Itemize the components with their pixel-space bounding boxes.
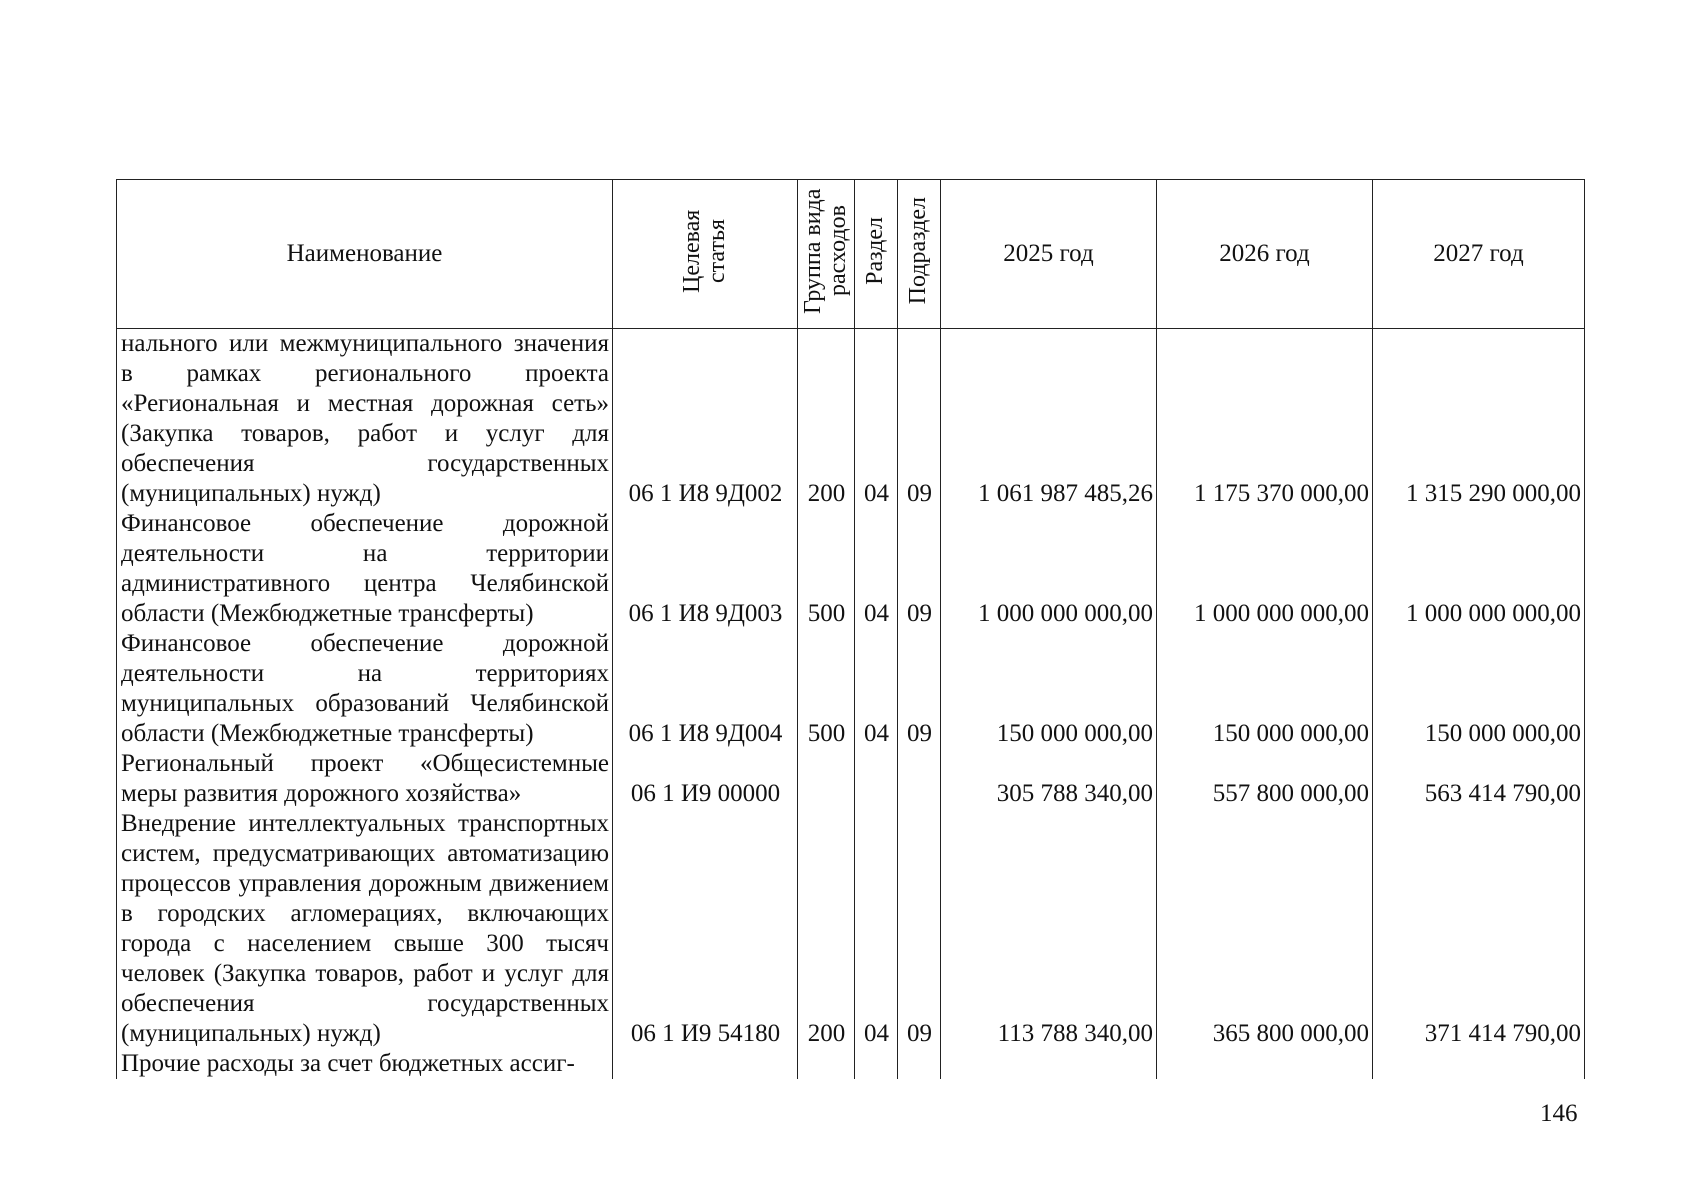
row-amount-2027: 150 000 000,00 bbox=[1373, 629, 1585, 749]
row-subsection bbox=[898, 749, 941, 809]
row-amount-2025 bbox=[941, 1049, 1157, 1079]
table-row bbox=[117, 809, 1585, 1049]
table-row bbox=[117, 1049, 1585, 1079]
row-name: Прочие расходы за счет бюджетных ассиг- bbox=[117, 1049, 613, 1079]
row-name: нального или межмуниципального значения в рамках регионального проекта «Региональная и местная дорожная сеть» (Закупка товаров, работ и услуг для обеспечения государственных (муниципальных) нужд) bbox=[117, 329, 613, 510]
row-group: 200 bbox=[798, 329, 855, 510]
row-amount-2027 bbox=[1373, 1049, 1585, 1079]
row-name: Финансовое обеспечение дорожной деятельности на территории административного центра Челябинской области (Межбюджетные трансферты) bbox=[117, 509, 613, 629]
row-amount-2027: 371 414 790,00 bbox=[1373, 809, 1585, 1049]
table-header bbox=[117, 180, 1585, 329]
row-subsection: 09 bbox=[898, 509, 941, 629]
table-row bbox=[117, 629, 1585, 749]
row-code: 06 1 И8 9Д002 bbox=[613, 329, 798, 510]
row-amount-2026: 1 000 000 000,00 bbox=[1157, 509, 1373, 629]
row-subsection: 09 bbox=[898, 629, 941, 749]
table-body bbox=[117, 329, 1585, 1080]
row-amount-2025: 150 000 000,00 bbox=[941, 629, 1157, 749]
table-row bbox=[117, 329, 1585, 510]
header-section: Раздел bbox=[855, 180, 898, 329]
row-amount-2026: 1 175 370 000,00 bbox=[1157, 329, 1373, 510]
budget-table bbox=[116, 179, 1585, 1079]
row-name: Региональный проект «Общесистемные меры развития дорожного хозяйства» bbox=[117, 749, 613, 809]
row-code bbox=[613, 1049, 798, 1079]
row-name: Финансовое обеспечение дорожной деятельности на территориях муниципальных образований Челябинской области (Межбюджетные трансферты) bbox=[117, 629, 613, 749]
header-subsection: Подраздел bbox=[898, 180, 941, 329]
header-year-2027: 2027 год bbox=[1373, 180, 1585, 329]
row-group: 500 bbox=[798, 629, 855, 749]
page-number: 146 bbox=[1540, 1100, 1578, 1127]
row-amount-2027: 1 315 290 000,00 bbox=[1373, 329, 1585, 510]
row-group bbox=[798, 1049, 855, 1079]
row-group: 200 bbox=[798, 809, 855, 1049]
table-row bbox=[117, 509, 1585, 629]
header-expense-group: Группа вида расходов bbox=[798, 180, 855, 329]
row-amount-2026: 150 000 000,00 bbox=[1157, 629, 1373, 749]
table-row bbox=[117, 749, 1585, 809]
row-section bbox=[855, 1049, 898, 1079]
row-amount-2026: 557 800 000,00 bbox=[1157, 749, 1373, 809]
header-year-2025: 2025 год bbox=[941, 180, 1157, 329]
row-amount-2027: 1 000 000 000,00 bbox=[1373, 509, 1585, 629]
row-name: Внедрение интеллектуальных транспортных систем, предусматривающих автоматизацию процессов управления дорожным движением в городских агломерациях, включающих города с населением свыше 300 тысяч человек (Закупка товаров, работ и услуг для обеспечения государственных (муниципальных) нужд) bbox=[117, 809, 613, 1049]
row-section bbox=[855, 749, 898, 809]
row-code: 06 1 И8 9Д004 bbox=[613, 629, 798, 749]
row-subsection: 09 bbox=[898, 809, 941, 1049]
row-code: 06 1 И9 54180 bbox=[613, 809, 798, 1049]
row-section: 04 bbox=[855, 509, 898, 629]
row-group bbox=[798, 749, 855, 809]
row-amount-2025: 1 000 000 000,00 bbox=[941, 509, 1157, 629]
row-amount-2026: 365 800 000,00 bbox=[1157, 809, 1373, 1049]
row-amount-2026 bbox=[1157, 1049, 1373, 1079]
row-code: 06 1 И8 9Д003 bbox=[613, 509, 798, 629]
row-amount-2025: 305 788 340,00 bbox=[941, 749, 1157, 809]
header-name: Наименование bbox=[117, 180, 613, 329]
row-amount-2025: 113 788 340,00 bbox=[941, 809, 1157, 1049]
row-code: 06 1 И9 00000 bbox=[613, 749, 798, 809]
row-amount-2025: 1 061 987 485,26 bbox=[941, 329, 1157, 510]
header-year-2026: 2026 год bbox=[1157, 180, 1373, 329]
row-amount-2027: 563 414 790,00 bbox=[1373, 749, 1585, 809]
row-section: 04 bbox=[855, 329, 898, 510]
row-section: 04 bbox=[855, 629, 898, 749]
header-target: Целевая статья bbox=[613, 180, 798, 329]
row-subsection bbox=[898, 1049, 941, 1079]
row-group: 500 bbox=[798, 509, 855, 629]
row-subsection: 09 bbox=[898, 329, 941, 510]
row-section: 04 bbox=[855, 809, 898, 1049]
